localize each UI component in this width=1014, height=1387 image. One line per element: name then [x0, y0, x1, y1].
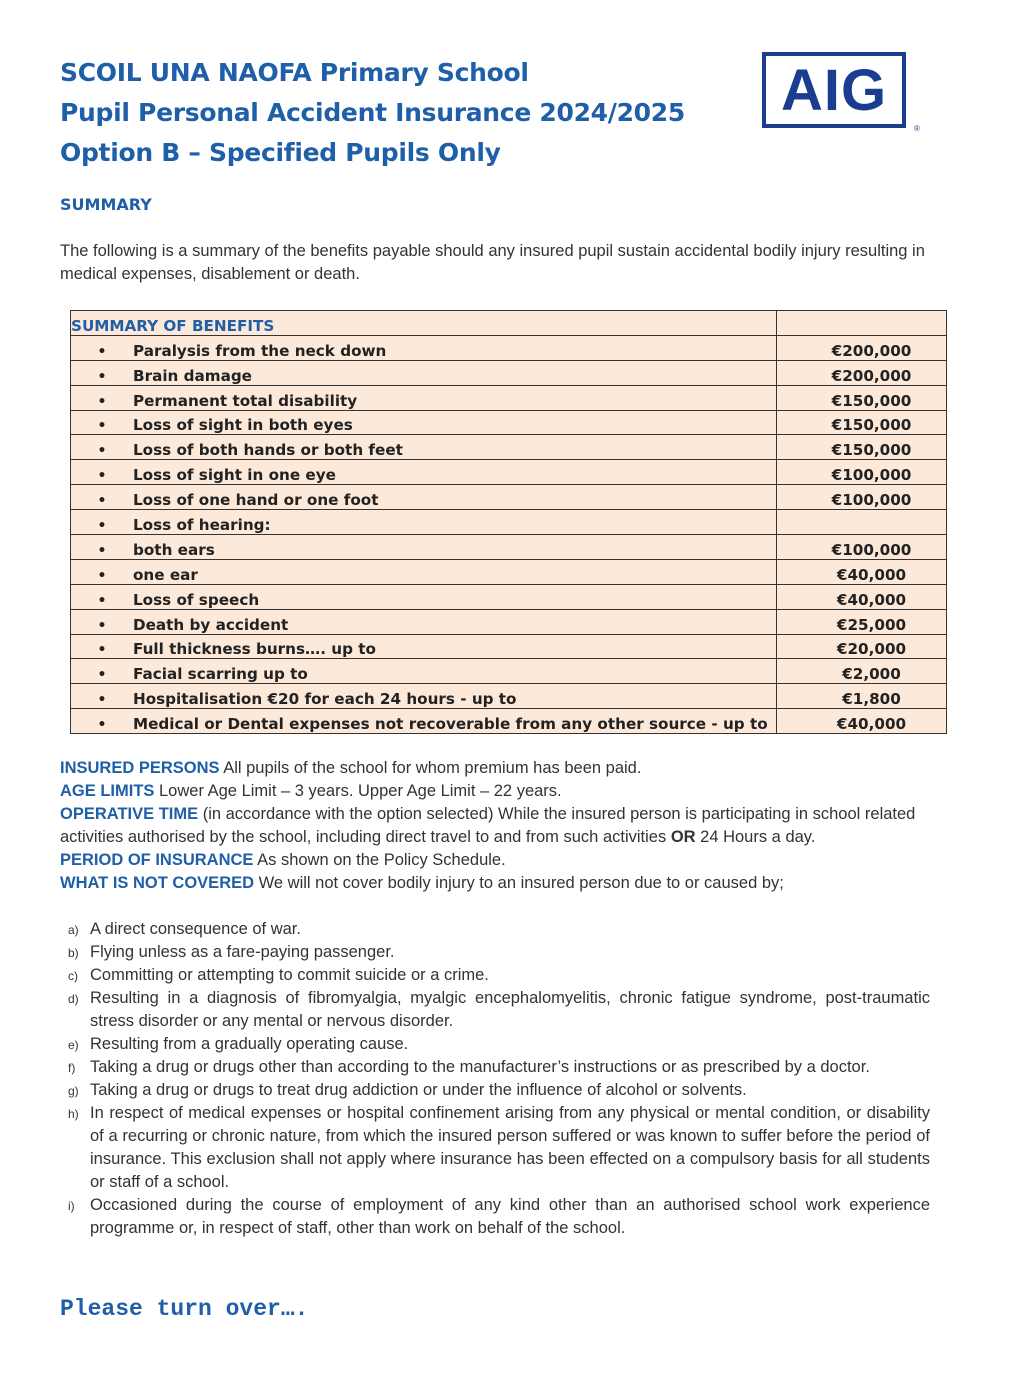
- benefit-label-cell: [71, 335, 777, 360]
- exclusion-letter: a): [68, 923, 79, 937]
- exclusion-letter: h): [68, 1107, 79, 1121]
- benefit-row: [71, 559, 947, 584]
- benefit-amount: €200,000: [777, 335, 947, 360]
- insured-persons-text: All pupils of the school for whom premium has been paid.: [219, 759, 642, 777]
- bullet-icon: •: [97, 368, 107, 385]
- benefit-label: Loss of hearing:: [133, 516, 271, 535]
- benefit-row: [71, 335, 947, 360]
- bullet-icon: •: [97, 418, 107, 435]
- benefit-row: [71, 684, 947, 709]
- bullet-icon: •: [97, 692, 107, 709]
- not-covered-label: WHAT IS NOT COVERED: [60, 874, 255, 892]
- benefit-label: Paralysis from the neck down: [133, 341, 387, 360]
- insurance-title: Pupil Personal Accident Insurance 2024/2025: [60, 98, 685, 127]
- bullet-icon: •: [97, 592, 107, 609]
- benefit-row: [71, 385, 947, 410]
- option-title: Option B – Specified Pupils Only: [60, 138, 501, 167]
- benefit-label: one ear: [133, 565, 198, 584]
- exclusion-text: A direct consequence of war.: [90, 920, 301, 938]
- benefit-amount: €40,000: [777, 709, 947, 734]
- aig-logo-text: AIG: [780, 57, 888, 123]
- bullet-icon: •: [97, 343, 107, 360]
- benefit-label: Loss of one hand or one foot: [133, 491, 379, 510]
- turn-over-note: Please turn over….: [60, 1296, 309, 1322]
- bullet-icon: •: [97, 717, 107, 734]
- benefit-label: Full thickness burns…. up to: [133, 640, 376, 659]
- exclusion-letter: f): [68, 1061, 76, 1075]
- benefit-label: Hospitalisation €20 for each 24 hours - up to: [133, 690, 517, 709]
- benefit-amount: €100,000: [777, 460, 947, 485]
- benefit-label-cell: [71, 535, 777, 560]
- exclusion-item: [60, 1033, 930, 1056]
- benefit-amount: €1,800: [777, 684, 947, 709]
- exclusion-item: [60, 1194, 930, 1240]
- exclusion-item: [60, 918, 930, 941]
- benefit-label: Death by accident: [133, 615, 289, 634]
- exclusion-item: [60, 941, 930, 964]
- benefits-header: SUMMARY OF BENEFITS: [71, 311, 777, 336]
- benefit-label-cell: [71, 460, 777, 485]
- bullet-icon: •: [97, 642, 107, 659]
- exclusion-letter: e): [68, 1038, 79, 1052]
- benefit-label: Medical or Dental expenses not recoverable from any other source - up to: [133, 715, 768, 734]
- bullet-icon: •: [97, 518, 107, 535]
- bullet-icon: •: [97, 393, 107, 410]
- age-limits-text: Lower Age Limit – 3 years. Upper Age Limit – 22 years.: [154, 782, 562, 800]
- operative-time: [60, 803, 965, 849]
- exclusion-text: In respect of medical expenses or hospital confinement arising from any physical or mental condition, or disability of a recurring or chronic nature, from which the insured person suffered or was known to suffer before the period of insurance. This exclusion shall not apply where insurance has been effected on a compulsory basis for all students or staff of a school.: [90, 1104, 930, 1191]
- summary-heading: SUMMARY: [60, 195, 152, 214]
- not-covered-text: We will not cover bodily injury to an insured person due to or caused by;: [254, 874, 784, 892]
- benefit-label-cell: [71, 410, 777, 435]
- benefit-amount: €150,000: [777, 385, 947, 410]
- benefits-header-amount: [777, 311, 947, 336]
- benefit-row: [71, 460, 947, 485]
- benefit-amount: €100,000: [777, 535, 947, 560]
- benefit-amount: €100,000: [777, 485, 947, 510]
- exclusion-text: Taking a drug or drugs to treat drug addiction or under the influence of alcohol or solvents.: [90, 1081, 747, 1099]
- bullet-icon: •: [97, 617, 107, 634]
- exclusion-item: [60, 1056, 930, 1079]
- benefit-row: [71, 659, 947, 684]
- benefits-header-row: [71, 311, 947, 336]
- period-label: PERIOD OF INSURANCE: [60, 851, 254, 869]
- benefit-row: [71, 410, 947, 435]
- exclusion-text: Flying unless as a fare-paying passenger.: [90, 943, 395, 961]
- benefit-label: Loss of sight in both eyes: [133, 416, 353, 435]
- benefit-label-cell: [71, 584, 777, 609]
- exclusion-text: Occasioned during the course of employment of any kind other than an authorised school work experience programme or, in respect of staff, other than work on behalf of the school.: [90, 1196, 930, 1237]
- school-name-title: SCOIL UNA NAOFA Primary School: [60, 58, 529, 87]
- benefit-amount: [777, 510, 947, 535]
- exclusion-letter: i): [68, 1199, 75, 1213]
- exclusions-list: [60, 918, 930, 1240]
- exclusion-item: [60, 964, 930, 987]
- exclusion-letter: d): [68, 992, 79, 1006]
- exclusion-letter: g): [68, 1084, 79, 1098]
- bullet-icon: •: [97, 468, 107, 485]
- period-text: As shown on the Policy Schedule.: [253, 851, 506, 869]
- exclusion-text: Resulting from a gradually operating cause.: [90, 1035, 409, 1053]
- operative-time-label: OPERATIVE TIME: [60, 805, 199, 823]
- bullet-icon: •: [97, 493, 107, 510]
- benefit-label-cell: [71, 435, 777, 460]
- bullet-icon: •: [97, 567, 107, 584]
- benefit-amount: €40,000: [777, 584, 947, 609]
- exclusion-item: [60, 1102, 930, 1194]
- benefit-row: [71, 535, 947, 560]
- benefit-amount: €200,000: [777, 360, 947, 385]
- exclusion-text: Taking a drug or drugs other than according to the manufacturer’s instructions or as prescribed by a doctor.: [90, 1058, 870, 1076]
- benefit-label: Permanent total disability: [133, 391, 358, 410]
- benefit-row: [71, 510, 947, 535]
- benefit-row: [71, 609, 947, 634]
- benefit-label: both ears: [133, 540, 215, 559]
- registered-mark: ®: [914, 124, 920, 133]
- benefit-label: Loss of both hands or both feet: [133, 441, 403, 460]
- benefit-label-cell: [71, 659, 777, 684]
- benefit-label-cell: [71, 360, 777, 385]
- benefit-label-cell: [71, 609, 777, 634]
- age-limits-label: AGE LIMITS: [60, 782, 155, 800]
- exclusion-letter: c): [68, 969, 78, 983]
- operative-time-text: (in accordance with the option selected) While the insured person is participating in school related activities authorised by the school, including direct travel to and from such activities: [60, 805, 916, 846]
- benefit-row: [71, 360, 947, 385]
- benefits-table: [70, 310, 947, 734]
- benefit-label-cell: [71, 684, 777, 709]
- exclusion-text: Committing or attempting to commit suicide or a crime.: [90, 966, 489, 984]
- benefit-amount: €150,000: [777, 410, 947, 435]
- exclusion-text: Resulting in a diagnosis of fibromyalgia, myalgic encephalomyelitis, chronic fatigue syndrome, post-traumatic stress disorder or any mental or nervous disorder.: [90, 989, 930, 1030]
- bullet-icon: •: [97, 542, 107, 559]
- insured-persons: [60, 757, 965, 780]
- benefit-amount: €20,000: [777, 634, 947, 659]
- aig-logo: [762, 52, 906, 128]
- benefit-amount: €25,000: [777, 609, 947, 634]
- exclusion-item: [60, 1079, 930, 1102]
- benefit-amount: €40,000: [777, 559, 947, 584]
- benefit-row: [71, 435, 947, 460]
- exclusion-item: [60, 987, 930, 1033]
- title-block: [60, 53, 685, 173]
- benefit-label: Facial scarring up to: [133, 665, 308, 684]
- not-covered: [60, 872, 965, 895]
- benefit-row: [71, 584, 947, 609]
- benefit-row: [71, 485, 947, 510]
- period-of-insurance: [60, 849, 965, 872]
- bullet-icon: •: [97, 443, 107, 460]
- benefit-label-cell: [71, 385, 777, 410]
- benefit-amount: €150,000: [777, 435, 947, 460]
- benefit-label-cell: [71, 709, 777, 734]
- benefit-label: Brain damage: [133, 366, 252, 385]
- benefit-label-cell: [71, 485, 777, 510]
- benefit-label-cell: [71, 559, 777, 584]
- benefit-row: [71, 709, 947, 734]
- benefit-amount: €2,000: [777, 659, 947, 684]
- benefit-label: Loss of speech: [133, 590, 260, 609]
- summary-intro: The following is a summary of the benefits payable should any insured pupil sustain accidental bodily injury resulting in medical expenses, disablement or death.: [60, 242, 925, 283]
- benefit-label: Loss of sight in one eye: [133, 466, 336, 485]
- benefit-row: [71, 634, 947, 659]
- exclusion-letter: b): [68, 946, 79, 960]
- benefit-label-cell: [71, 634, 777, 659]
- benefit-label-cell: [71, 510, 777, 535]
- operative-time-text-end: 24 Hours a day.: [695, 828, 816, 846]
- policy-details: [60, 757, 965, 895]
- insured-persons-label: INSURED PERSONS: [60, 759, 220, 777]
- age-limits: [60, 780, 965, 803]
- bullet-icon: •: [97, 667, 107, 684]
- operative-time-or: OR: [670, 828, 696, 846]
